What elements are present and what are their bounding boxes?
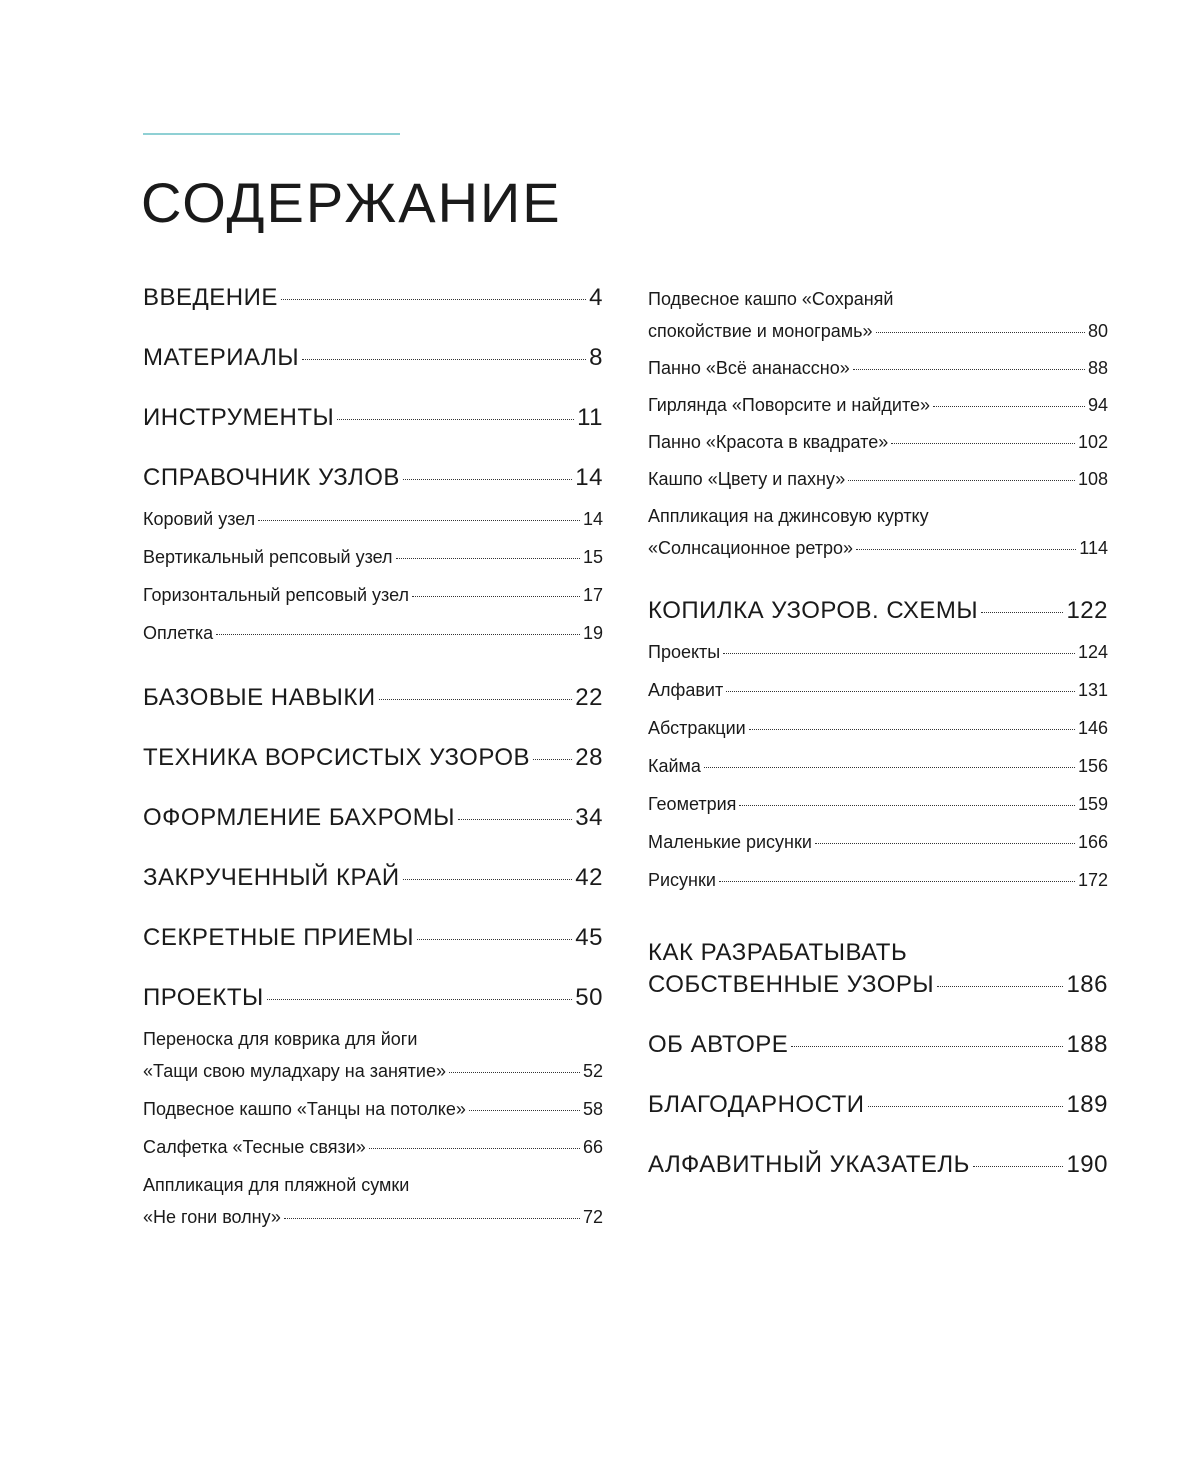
toc-entry[interactable]: [143, 283, 603, 313]
toc-entry-line: [648, 830, 1108, 854]
toc-entry-line: [143, 683, 603, 713]
toc-entry-title: «Тащи свою муладхару на занятие»: [143, 1061, 446, 1081]
toc-page-number: 52: [582, 1061, 603, 1081]
toc-page-number: 45: [575, 924, 603, 951]
toc-entry-title: Салфетка «Тесные связи»: [143, 1137, 366, 1157]
toc-entry[interactable]: [648, 596, 1108, 626]
toc-entry-title: Вертикальный репсовый узел: [143, 547, 393, 567]
toc-entry-line: [143, 463, 603, 493]
dot-leader: [981, 612, 1063, 613]
toc-page-number: 28: [575, 744, 603, 771]
toc-entry-title: АЛФАВИТНЫЙ УКАЗАТЕЛЬ: [648, 1151, 970, 1178]
toc-entry-title: Кайма: [648, 756, 701, 776]
toc-entry-title: Гирлянда «Поворсите и найдите»: [648, 395, 931, 415]
toc-entry-line: [648, 1150, 1108, 1180]
toc-page-number: 42: [575, 864, 603, 891]
toc-entry-line: [648, 596, 1108, 626]
dot-leader: [469, 1110, 580, 1111]
toc-entry[interactable]: [143, 1097, 603, 1121]
toc-entry-line: [648, 868, 1108, 892]
toc-entry[interactable]: [143, 803, 603, 833]
toc-entry[interactable]: [648, 393, 1108, 417]
toc-entry[interactable]: [143, 743, 603, 773]
toc-entry-line: [648, 640, 1108, 664]
toc-entry[interactable]: [143, 1027, 603, 1083]
toc-entry-title: «Не гони волну»: [143, 1207, 281, 1227]
toc-entry[interactable]: [143, 545, 603, 569]
toc-entry[interactable]: [648, 504, 1108, 560]
toc-entry-line: [143, 1097, 603, 1121]
toc-entry-title: КОПИЛКА УЗОРОВ. СХЕМЫ: [648, 597, 979, 624]
toc-entry-line: [648, 970, 1108, 1000]
toc-entry[interactable]: [648, 678, 1108, 702]
toc-entry[interactable]: [143, 983, 603, 1013]
toc-entry-line: [143, 403, 603, 433]
toc-entry-title: Абстракции: [648, 718, 746, 738]
toc-page-number: 172: [1077, 870, 1108, 890]
dot-leader: [369, 1148, 580, 1149]
page-title: СОДЕРЖАНИЕ: [141, 171, 562, 234]
toc-page-number: 188: [1066, 1031, 1108, 1058]
toc-page-number: 190: [1066, 1151, 1108, 1178]
toc-entry-line: [648, 792, 1108, 816]
toc-page-number: 146: [1077, 718, 1108, 738]
dot-leader: [937, 986, 1063, 987]
toc-entry-line: [143, 283, 603, 313]
dot-leader: [396, 558, 580, 559]
toc-page-number: 131: [1077, 680, 1108, 700]
toc-page-number: 122: [1066, 597, 1108, 624]
dot-leader: [856, 549, 1076, 550]
toc-entry-title: БАЗОВЫЕ НАВЫКИ: [143, 684, 376, 711]
toc-page-number: 124: [1077, 642, 1108, 662]
toc-entry[interactable]: [143, 683, 603, 713]
toc-entry[interactable]: [648, 356, 1108, 380]
toc-entry[interactable]: [648, 716, 1108, 740]
toc-entry[interactable]: [143, 343, 603, 373]
toc-entry-line: [648, 536, 1108, 560]
toc-entry-line: [143, 1205, 603, 1229]
toc-entry-line: [143, 743, 603, 773]
toc-page-number: 58: [582, 1099, 603, 1119]
toc-page-number: 50: [575, 984, 603, 1011]
toc-page-number: 166: [1077, 832, 1108, 852]
toc-entry-title: ЗАКРУЧЕННЫЙ КРАЙ: [143, 864, 400, 891]
dot-leader: [403, 879, 573, 880]
dot-leader: [726, 691, 1075, 692]
dot-leader: [284, 1218, 580, 1219]
toc-entry-title: Кашпо «Цвету и пахну»: [648, 469, 846, 489]
toc-entry-line: [648, 287, 1108, 311]
toc-page-number: 80: [1087, 321, 1108, 341]
toc-right-column: [648, 287, 1108, 1180]
toc-entry-title: БЛАГОДАРНОСТИ: [648, 1091, 865, 1118]
toc-entry-line: [143, 507, 603, 531]
toc-page-number: 14: [582, 509, 603, 529]
dot-leader: [868, 1106, 1064, 1107]
toc-entry-line: [143, 343, 603, 373]
toc-entry-line: [143, 1027, 603, 1051]
toc-entry-title: Подвесное кашпо «Танцы на потолке»: [143, 1099, 466, 1119]
toc-entry-line: [648, 1030, 1108, 1060]
toc-entry-title: Панно «Красота в квадрате»: [648, 432, 889, 452]
toc-entry-line: [648, 319, 1108, 343]
toc-entry-title: ПРОЕКТЫ: [143, 984, 264, 1011]
dot-leader: [739, 805, 1075, 806]
toc-entry-title: Маленькие рисунки: [648, 832, 812, 852]
toc-page-number: 22: [575, 684, 603, 711]
toc-entry-line: [648, 678, 1108, 702]
dot-leader: [403, 479, 572, 480]
toc-entry[interactable]: [143, 507, 603, 531]
toc-entry-title: Аппликация для пляжной сумки: [143, 1175, 410, 1195]
toc-entry-title: Проекты: [648, 642, 721, 662]
dot-leader: [876, 332, 1085, 333]
toc-entry-line: [648, 356, 1108, 380]
dot-leader: [412, 596, 580, 597]
toc-page-number: 72: [582, 1207, 603, 1227]
toc-entry-title: СОБСТВЕННЫЕ УЗОРЫ: [648, 971, 935, 998]
toc-page-number: 17: [582, 585, 603, 605]
toc-entry-title: Коровий узел: [143, 509, 256, 529]
toc-entry-line: [143, 923, 603, 953]
toc-entry-title: КАК РАЗРАБАТЫВАТЬ: [648, 939, 908, 966]
dot-leader: [791, 1046, 1063, 1047]
toc-entry[interactable]: [648, 467, 1108, 491]
toc-entry[interactable]: [143, 583, 603, 607]
toc-entry-line: [648, 716, 1108, 740]
dot-leader: [815, 843, 1075, 844]
toc-entry[interactable]: [648, 287, 1108, 343]
toc-entry[interactable]: [143, 863, 603, 893]
toc-entry-title: Алфавит: [648, 680, 724, 700]
toc-entry[interactable]: [648, 754, 1108, 778]
dot-leader: [719, 881, 1075, 882]
toc-entry[interactable]: [648, 640, 1108, 664]
toc-entry-title: Рисунки: [648, 870, 716, 890]
toc-entry-line: [648, 504, 1108, 528]
toc-left-column: [143, 283, 603, 1229]
toc-entry-title: «Солнсационное ретро»: [648, 538, 854, 558]
toc-page-number: 34: [575, 804, 603, 831]
toc-entry[interactable]: [648, 1030, 1108, 1060]
toc-entry-title: Аппликация на джинсовую куртку: [648, 506, 929, 526]
toc-page-number: 11: [577, 404, 603, 431]
toc-entry-title: СПРАВОЧНИК УЗЛОВ: [143, 464, 400, 491]
toc-entry-title: СЕКРЕТНЫЕ ПРИЕМЫ: [143, 924, 415, 951]
toc-entry-line: [648, 938, 1108, 968]
toc-entry-title: ОБ АВТОРЕ: [648, 1031, 789, 1058]
dot-leader: [973, 1166, 1064, 1167]
toc-entry[interactable]: [648, 938, 1108, 1000]
toc-entry[interactable]: [648, 1090, 1108, 1120]
toc-page-number: 19: [582, 623, 603, 643]
toc-entry-line: [143, 545, 603, 569]
toc-entry-line: [648, 1090, 1108, 1120]
toc-entry-line: [648, 754, 1108, 778]
toc-entry[interactable]: [143, 463, 603, 493]
toc-entry-line: [143, 1173, 603, 1197]
toc-entry-line: [648, 393, 1108, 417]
toc-entry-title: спокойствие и монограмь»: [648, 321, 873, 341]
dot-leader: [853, 369, 1085, 370]
dot-leader: [216, 634, 580, 635]
dot-leader: [417, 939, 572, 940]
dot-leader: [458, 819, 572, 820]
toc-entry-line: [648, 430, 1108, 454]
toc-page-number: 15: [582, 547, 603, 567]
toc-entry-line: [143, 983, 603, 1013]
toc-entry-line: [143, 583, 603, 607]
dot-leader: [267, 999, 573, 1000]
toc-entry-title: Оплетка: [143, 623, 214, 643]
toc-page-number: 108: [1077, 469, 1108, 489]
toc-entry-title: ОФОРМЛЕНИЕ БАХРОМЫ: [143, 804, 455, 831]
toc-page-number: 114: [1079, 538, 1108, 558]
toc-entry-title: МАТЕРИАЛЫ: [143, 344, 300, 371]
dot-leader: [281, 299, 586, 300]
toc-entry-line: [143, 863, 603, 893]
toc-entry[interactable]: [143, 1135, 603, 1159]
toc-page-number: 156: [1077, 756, 1108, 776]
toc-page-number: 4: [589, 284, 603, 311]
toc-entry-title: Панно «Всё ананассно»: [648, 358, 850, 378]
toc-entry-title: Горизонтальный репсовый узел: [143, 585, 409, 605]
toc-entry[interactable]: [648, 830, 1108, 854]
toc-entry-line: [648, 467, 1108, 491]
dot-leader: [933, 406, 1085, 407]
toc-entry-title: Переноска для коврика для йоги: [143, 1029, 418, 1049]
toc-entry-title: ВВЕДЕНИЕ: [143, 284, 278, 311]
toc-entry-title: ИНСТРУМЕНТЫ: [143, 404, 335, 431]
toc-page-number: 186: [1066, 971, 1108, 998]
toc-entry[interactable]: [143, 621, 603, 645]
toc-entry-line: [143, 1059, 603, 1083]
dot-leader: [533, 759, 572, 760]
dot-leader: [749, 729, 1075, 730]
toc-entry-title: ТЕХНИКА ВОРСИСТЫХ УЗОРОВ: [143, 744, 530, 771]
toc-entry[interactable]: [648, 792, 1108, 816]
toc-page-number: 14: [575, 464, 603, 491]
toc-entry[interactable]: [143, 923, 603, 953]
toc-page-number: 94: [1087, 395, 1108, 415]
toc-page-number: 189: [1066, 1091, 1108, 1118]
accent-line: [143, 133, 400, 135]
dot-leader: [302, 359, 586, 360]
toc-page-number: 102: [1077, 432, 1108, 452]
dot-leader: [723, 653, 1075, 654]
toc-page-number: 159: [1077, 794, 1108, 814]
dot-leader: [379, 699, 573, 700]
toc-entry-title: Геометрия: [648, 794, 737, 814]
toc-page-number: 88: [1087, 358, 1108, 378]
toc-page-number: 66: [582, 1137, 603, 1157]
toc-entry[interactable]: [648, 430, 1108, 454]
toc-entry-line: [143, 621, 603, 645]
toc-entry[interactable]: [143, 403, 603, 433]
dot-leader: [848, 480, 1075, 481]
dot-leader: [704, 767, 1075, 768]
toc-entry-line: [143, 1135, 603, 1159]
toc-entry[interactable]: [143, 1173, 603, 1229]
toc-entry-title: Подвесное кашпо «Сохраняй: [648, 289, 894, 309]
toc-entry[interactable]: [648, 1150, 1108, 1180]
dot-leader: [337, 419, 574, 420]
toc-page-number: 8: [589, 344, 603, 371]
toc-entry[interactable]: [648, 868, 1108, 892]
toc-entry-line: [143, 803, 603, 833]
dot-leader: [258, 520, 580, 521]
dot-leader: [449, 1072, 580, 1073]
dot-leader: [891, 443, 1075, 444]
